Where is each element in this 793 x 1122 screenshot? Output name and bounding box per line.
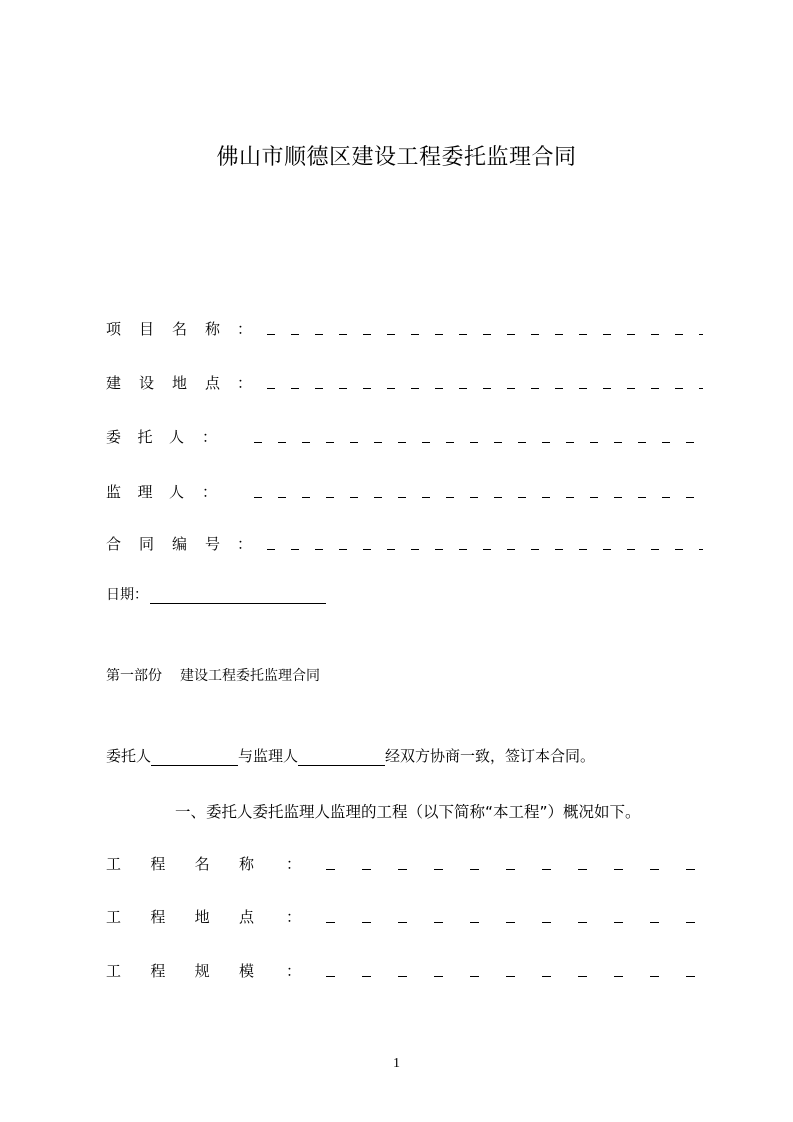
fill-in-line[interactable] (267, 549, 703, 550)
part-number: 第一部份 (106, 668, 162, 684)
field-project-title: 工 程 名 称 ： (106, 850, 703, 874)
date-label: 日期： (106, 587, 148, 603)
field-label: 工 程 地 点 (106, 908, 254, 926)
fill-in-line[interactable] (326, 922, 703, 923)
page-number: 1 (393, 1056, 400, 1071)
field-label: 监 理 人 (106, 483, 184, 501)
field-project-scale: 工 程 规 模 ： (106, 957, 703, 981)
field-label: 建 设 地 点 (106, 374, 220, 392)
field-project-name: 项 目 名 称 ： (106, 315, 703, 339)
field-project-location: 工 程 地 点 ： (106, 903, 703, 927)
intro-sentence: 委托人 与监理人 经双方协商一致，签订本合同。 (106, 747, 596, 765)
fill-in-line[interactable] (267, 334, 703, 335)
fill-in-line[interactable] (326, 869, 703, 870)
client-blank[interactable] (151, 751, 238, 766)
field-label: 工 程 名 称 (106, 855, 254, 873)
fill-in-line[interactable] (267, 388, 703, 389)
field-supervisor: 监 理 人 ： (106, 478, 703, 502)
date-line[interactable] (150, 589, 326, 604)
part-name: 建设工程委托监理合同 (180, 668, 320, 684)
field-contract-number: 合 同 编 号 ： (106, 530, 703, 554)
field-label: 工 程 规 模 (106, 962, 254, 980)
field-label: 委 托 人 (106, 428, 184, 446)
fill-in-line[interactable] (254, 442, 703, 443)
field-label: 项 目 名 称 (106, 320, 220, 338)
part-heading (106, 665, 320, 685)
supervisor-blank[interactable] (298, 751, 385, 766)
date-field (106, 584, 326, 604)
field-construction-site: 建 设 地 点 ： (106, 369, 703, 393)
document-title: 佛山市顺德区建设工程委托监理合同 (216, 145, 577, 170)
field-client: 委 托 人 ： (106, 423, 703, 447)
section-one-heading: 一、委托人委托监理人监理的工程（以下简称“本工程”）概况如下。 (175, 803, 641, 821)
fill-in-line[interactable] (326, 976, 703, 977)
fill-in-line[interactable] (254, 497, 703, 498)
field-label: 合 同 编 号 (106, 535, 220, 553)
